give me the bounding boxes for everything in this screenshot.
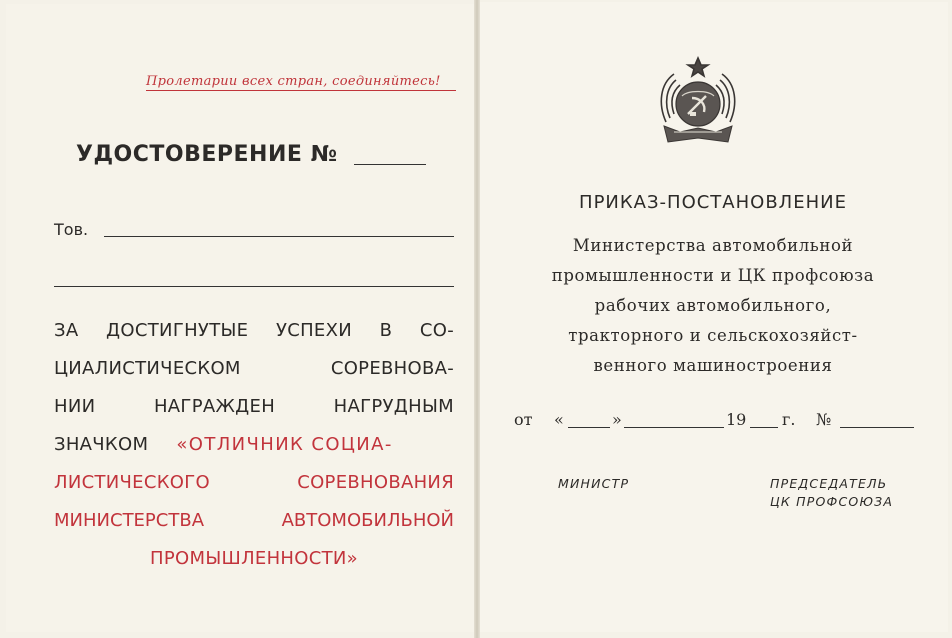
award-text-line-4 [54, 426, 454, 464]
order-title: ПРИКАЗ-ПОСТАНОВЛЕНИЕ [579, 192, 847, 213]
date-year-line [750, 427, 778, 428]
date-month-line [624, 427, 724, 428]
date-from-label: от [514, 410, 533, 429]
date-open-quote: « [554, 410, 564, 429]
motto-text: Пролетарии всех стран, соединяйтесь! [146, 74, 456, 91]
badge-name-line-3: ПРОМЫШЛЕННОСТИ» [150, 548, 358, 569]
ministry-line-1: Министерства автомобильной [572, 236, 854, 255]
date-year-suffix: г. [782, 410, 796, 429]
award-text-prefix: ЗНАЧКОМ [54, 434, 149, 455]
badge-name-line-1: ЛИСТИЧЕСКОГО СОРЕВНОВАНИЯ [54, 472, 454, 493]
ministry-line-3: рабочих автомобильного, [594, 296, 832, 315]
ministry-line-2: промышленности и ЦК профсоюза [551, 266, 875, 285]
award-text-line-3: НИИ НАГРАЖДЕН НАГРУДНЫМ [54, 396, 454, 417]
minister-signature-label: МИНИСТР [558, 476, 630, 491]
date-year-prefix: 19 [726, 410, 747, 429]
date-day-line [568, 427, 610, 428]
page-fold [474, 0, 480, 638]
ministry-line-4: тракторного и сельскохозяйст- [568, 326, 858, 345]
order-number-line [840, 427, 914, 428]
badge-name-start: «ОТЛИЧНИК СОЦИА- [176, 434, 393, 455]
comrade-label: Тов. [54, 220, 89, 239]
certificate-number-line [354, 164, 426, 165]
ministry-line-5: венного машиностроения [593, 356, 833, 375]
order-date-row [514, 410, 914, 436]
chairman-signature-label-1: ПРЕДСЕДАТЕЛЬ [770, 476, 888, 491]
ussr-coat-of-arms-icon [652, 52, 744, 152]
date-close-quote: » [612, 410, 622, 429]
badge-name-line-2: МИНИСТЕРСТВА АВТОМОБИЛЬНОЙ [54, 510, 454, 531]
award-text-line-2: ЦИАЛИСТИЧЕСКОМ СОРЕВНОВА- [54, 358, 454, 379]
award-text-line-1: ЗА ДОСТИГНУТЫЕ УСПЕХИ В СО- [54, 320, 454, 341]
chairman-signature-label-2: ЦК ПРОФСОЮЗА [770, 494, 894, 509]
comrade-name-line [104, 236, 454, 237]
certificate-title: УДОСТОВЕРЕНИЕ № [76, 142, 338, 167]
comrade-name-line-2 [54, 286, 454, 287]
order-number-label: № [816, 410, 832, 429]
